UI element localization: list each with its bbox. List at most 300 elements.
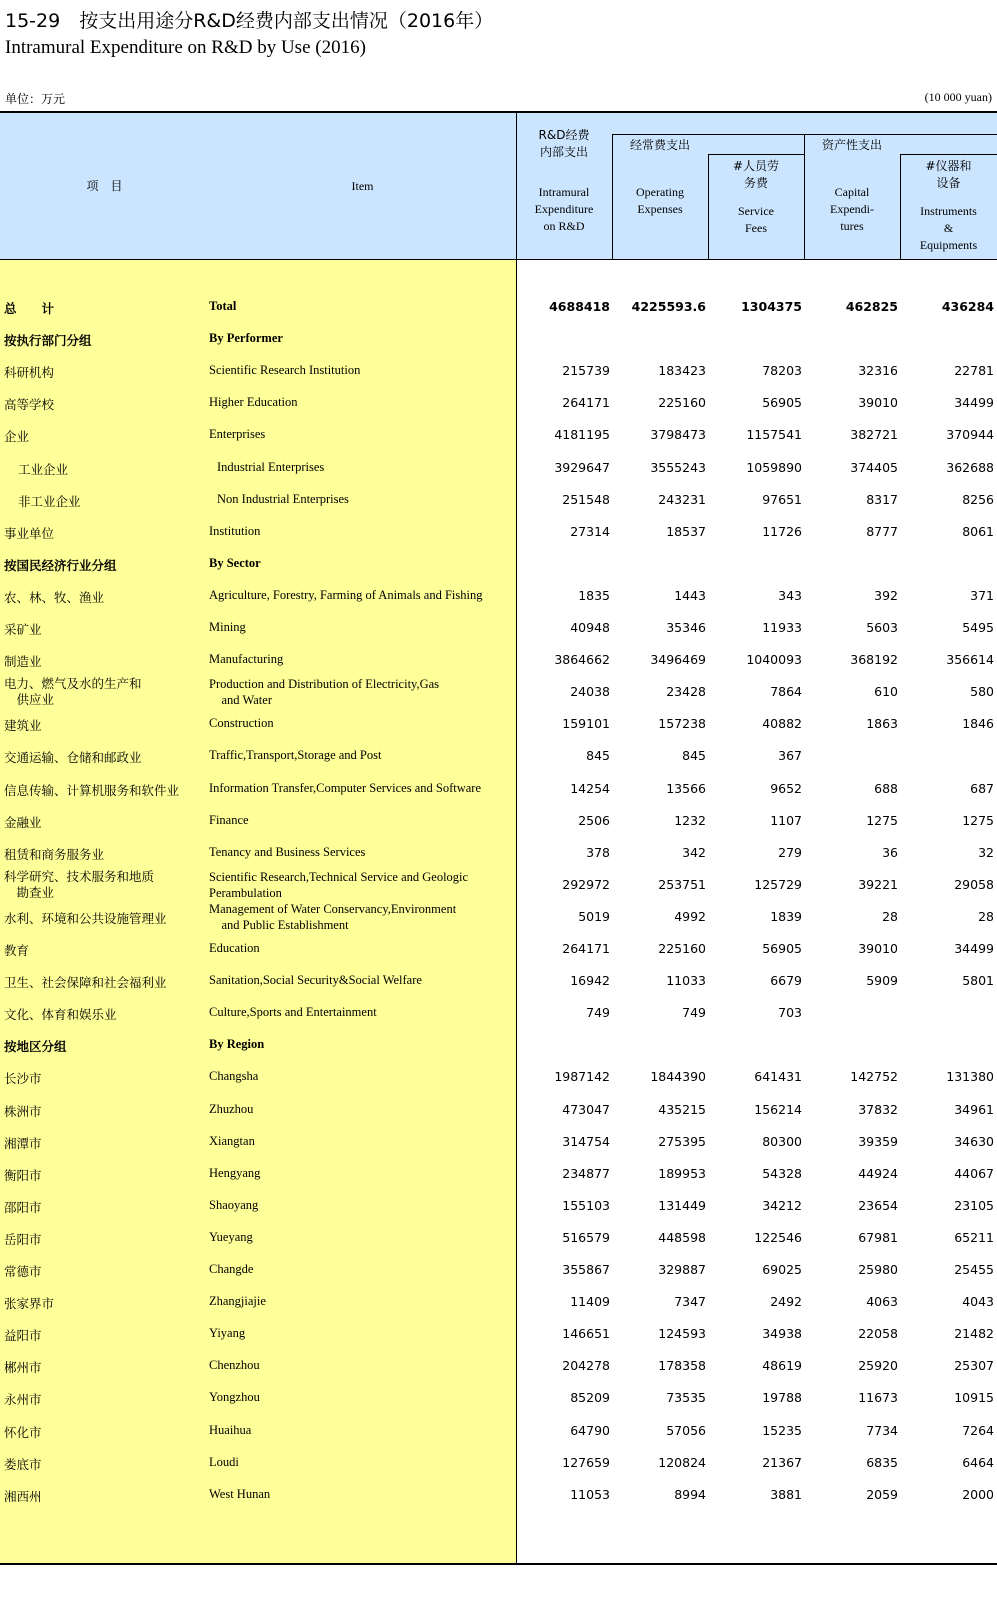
cell-value-col4: 688	[874, 780, 898, 796]
cell-value-col4: 28	[882, 908, 898, 924]
cell-value-col1: 11409	[570, 1294, 610, 1310]
table-row	[0, 516, 997, 548]
row-label-cn: 娄底市	[4, 1456, 42, 1472]
table-row	[0, 580, 997, 612]
cell-value-col2: 1443	[674, 587, 706, 603]
header-capital-en-line2: Expendi-	[830, 202, 874, 216]
row-label-cn: 按国民经济行业分组	[4, 557, 117, 573]
row-label-cn: 郴州市	[4, 1360, 42, 1376]
cell-value-col3: 56905	[762, 941, 802, 956]
cell-value-col2: 183423	[658, 363, 706, 379]
table-row	[0, 901, 997, 933]
cell-value-col4: 36	[882, 844, 898, 860]
subgroup-divider-1	[708, 154, 804, 155]
row-label-en: Yueyang	[209, 1229, 253, 1244]
cell-value-col2: 3555243	[650, 459, 706, 475]
table-bottom-border	[0, 1563, 997, 1565]
page-title-en: Intramural Expenditure on R&D by Use (2016)	[5, 37, 366, 58]
row-label-en: Chenzhou	[209, 1358, 260, 1373]
header-service-en-line1: Service	[738, 204, 774, 218]
cell-value-col4: 2059	[866, 1486, 898, 1502]
cell-value-col3: 80300	[762, 1133, 802, 1149]
row-label-cn: 株洲市	[4, 1103, 42, 1119]
row-label-en: Enterprises	[209, 427, 266, 442]
cell-value-col4: 1863	[866, 716, 898, 732]
cell-value-col2: 189953	[658, 1165, 706, 1181]
cell-value-col4: 382721	[850, 427, 898, 443]
unit-label-en: (10 000 yuan)	[924, 90, 992, 104]
cell-value-col5: 580	[970, 684, 994, 700]
row-label-en: Manufacturing	[209, 652, 284, 667]
cell-value-col3: 641431	[754, 1069, 802, 1085]
cell-value-col1: 1987142	[554, 1069, 610, 1085]
header-service-cn-line2: 务费	[743, 176, 768, 190]
cell-value-col1: 215739	[562, 363, 610, 379]
cell-value-col3: 11933	[762, 620, 802, 635]
table-row	[0, 387, 997, 419]
table-row	[0, 1094, 997, 1126]
row-label-cn: 按执行部门分组	[4, 333, 92, 349]
row-label-cn: 总 计	[4, 301, 55, 316]
row-label-en: Changsha	[209, 1069, 259, 1084]
header-operating-en-line2: Expenses	[637, 202, 683, 216]
row-label-en: Scientific Research,Technical Service and Geologic	[209, 869, 469, 884]
cell-value-col3: 1304375	[741, 299, 802, 314]
row-label-en-line2: Perambulation	[209, 885, 282, 900]
row-label-en: Zhangjiajie	[209, 1294, 266, 1309]
row-label-en: Industrial Enterprises	[217, 459, 325, 474]
cell-value-col3: 125729	[754, 876, 802, 892]
table-row	[0, 708, 997, 740]
cell-value-col3: 367	[778, 748, 802, 764]
cell-value-col2: 57056	[666, 1422, 706, 1438]
cell-value-col5: 687	[970, 780, 994, 796]
row-label-cn-line2: 供应业	[4, 692, 55, 708]
row-label-cn: 金融业	[4, 814, 42, 830]
row-label-cn: 事业单位	[4, 525, 55, 541]
cell-value-col5: 34499	[954, 395, 994, 411]
cell-value-col1: 378	[586, 844, 610, 860]
row-label-en: Yiyang	[209, 1326, 246, 1341]
row-label-en-line2: and Water	[209, 693, 272, 708]
cell-value-col3: 703	[778, 1005, 802, 1021]
table-row	[0, 1382, 997, 1414]
header-instruments-en-line1: Instruments	[920, 204, 977, 218]
row-label-en: Education	[209, 941, 260, 955]
row-label-en: By Sector	[209, 555, 261, 570]
cell-value-col4: 39010	[858, 395, 898, 411]
cell-value-col3: 19788	[762, 1390, 802, 1406]
cell-value-col5: 8256	[962, 491, 994, 507]
table-row	[0, 1479, 997, 1511]
cell-value-col5: 5801	[962, 973, 994, 989]
header-service-cn-line1: #人员劳	[732, 159, 780, 173]
cell-value-col2: 4225593.6	[631, 299, 706, 314]
header-instruments-en-line3: Equipments	[919, 238, 978, 252]
row-label-cn: 教育	[4, 943, 30, 958]
cell-value-col1: 4181195	[554, 427, 610, 443]
cell-value-col3: 2492	[770, 1294, 802, 1310]
cell-value-col4: 374405	[850, 459, 898, 475]
table-row	[0, 291, 997, 323]
row-label-en: Changde	[209, 1262, 254, 1276]
cell-value-col3: 1107	[770, 812, 802, 828]
row-label-cn: 建筑业	[4, 718, 42, 734]
cell-value-col1: 292972	[562, 876, 610, 892]
row-label-en: Culture,Sports and Entertainment	[209, 1005, 377, 1020]
row-label-cn: 怀化市	[4, 1424, 42, 1440]
cell-value-col3: 6679	[770, 973, 802, 989]
cell-value-col3: 1839	[770, 908, 802, 924]
table-row	[0, 1447, 997, 1479]
table-row	[0, 1029, 997, 1061]
row-label-en: Huaihua	[209, 1422, 252, 1437]
cell-value-col2: 1844390	[650, 1069, 706, 1085]
cell-value-col2: 448598	[658, 1229, 706, 1245]
cell-value-col5: 4043	[962, 1294, 994, 1310]
header-capital-en-line1: Capital	[834, 185, 870, 199]
cell-value-col4: 23654	[858, 1197, 898, 1213]
table-row	[0, 805, 997, 837]
header-instruments-cn-line1: #仪器和	[925, 159, 972, 173]
cell-value-col1: 146651	[562, 1326, 610, 1342]
cell-value-col5: 131380	[946, 1069, 994, 1085]
cell-value-col2: 124593	[658, 1326, 706, 1342]
row-label-cn: 采矿业	[4, 622, 42, 637]
cell-value-col4: 25980	[858, 1262, 898, 1277]
cell-value-col3: 48619	[762, 1358, 802, 1374]
cell-value-col5: 34499	[954, 941, 994, 956]
cell-value-col1: 40948	[570, 620, 610, 635]
table-row	[0, 1061, 997, 1093]
row-label-cn: 电力、燃气及水的生产和	[4, 676, 142, 692]
table-row	[0, 484, 997, 516]
cell-value-col5: 5495	[962, 620, 994, 635]
cell-value-col1: 14254	[570, 780, 610, 796]
cell-value-col3: 15235	[762, 1422, 802, 1438]
cell-value-col4: 8317	[866, 491, 898, 507]
table-top-border	[0, 111, 997, 113]
table-row	[0, 419, 997, 451]
cell-value-col5: 23105	[954, 1197, 994, 1213]
cell-value-col1: 314754	[562, 1133, 610, 1149]
cell-value-col1: 251548	[562, 491, 610, 507]
cell-value-col1: 3929647	[554, 459, 610, 475]
cell-value-col1: 264171	[562, 395, 610, 411]
cell-value-col4: 67981	[858, 1229, 898, 1245]
cell-value-col1: 3864662	[554, 652, 610, 668]
row-label-cn: 非工业企业	[18, 493, 81, 509]
cell-value-col1: 159101	[562, 716, 610, 732]
row-label-en: Sanitation,Social Security&Social Welfare	[209, 973, 422, 988]
row-label-en: Construction	[209, 716, 274, 731]
cell-value-col2: 11033	[666, 973, 706, 989]
cell-value-col1: 264171	[562, 941, 610, 956]
cell-value-col1: 1835	[578, 587, 610, 603]
cell-value-col1: 24038	[570, 684, 610, 700]
cell-value-col3: 21367	[762, 1454, 802, 1470]
cell-value-col5: 7264	[962, 1422, 994, 1438]
cell-value-col5: 436284	[941, 299, 994, 314]
row-label-cn: 租赁和商务服务业	[4, 846, 105, 862]
row-label-cn: 科学研究、技术服务和地质	[4, 868, 155, 884]
cell-value-col3: 78203	[762, 363, 802, 379]
cell-value-col1: 516579	[562, 1229, 610, 1245]
cell-value-col5: 1846	[962, 716, 994, 732]
row-label-en: Higher Education	[209, 395, 298, 410]
cell-value-col4: 44924	[858, 1165, 898, 1181]
row-label-cn: 邵阳市	[4, 1199, 42, 1215]
row-label-en: By Performer	[209, 331, 283, 346]
unit-label-cn: 单位：万元	[5, 92, 66, 106]
cell-value-col5: 10915	[954, 1390, 994, 1406]
row-label-cn: 衡阳市	[4, 1167, 42, 1183]
row-label-en-line2: and Public Establishment	[209, 917, 349, 932]
cell-value-col4: 368192	[850, 652, 898, 668]
table-row	[0, 676, 997, 708]
row-label-en: Hengyang	[209, 1165, 261, 1180]
row-label-cn: 湘西州	[4, 1488, 42, 1504]
cell-value-col5: 29058	[954, 876, 994, 892]
cell-value-col1: 204278	[562, 1358, 610, 1374]
header-total-en-line3: on R&D	[543, 219, 585, 233]
header-capital-en-line3: tures	[840, 219, 864, 233]
cell-value-col2: 178358	[658, 1358, 706, 1374]
cell-value-col4: 5603	[866, 620, 898, 635]
table-row	[0, 1415, 997, 1447]
header-item-en: Item	[351, 179, 374, 193]
cell-value-col3: 34212	[762, 1197, 802, 1213]
cell-value-col2: 73535	[666, 1390, 706, 1406]
cell-value-col4: 5909	[866, 973, 898, 989]
cell-value-col2: 225160	[658, 395, 706, 411]
header-bottom-border	[0, 259, 997, 260]
table-row	[0, 1286, 997, 1318]
cell-value-col1: 5019	[578, 908, 610, 924]
cell-value-col5: 34961	[954, 1101, 994, 1117]
cell-value-col3: 3881	[770, 1486, 802, 1502]
cell-value-col2: 35346	[666, 620, 706, 635]
cell-value-col3: 54328	[762, 1165, 802, 1181]
cell-value-col5: 28	[978, 908, 994, 924]
header-operating-cn: 经常费支出	[629, 138, 690, 152]
header-capital-cn: 资产性支出	[821, 138, 882, 152]
row-label-en: Zhuzhou	[209, 1101, 254, 1116]
cell-value-col2: 120824	[658, 1454, 706, 1470]
row-label-en: Traffic,Transport,Storage and Post	[209, 748, 382, 763]
row-label-cn: 水利、环境和公共设施管理业	[4, 910, 167, 926]
cell-value-col3: 1059890	[746, 459, 802, 475]
cell-value-col2: 23428	[666, 684, 706, 700]
cell-value-col3: 1040093	[746, 652, 802, 668]
cell-value-col1: 155103	[562, 1197, 610, 1213]
cell-value-col3: 122546	[754, 1229, 802, 1245]
row-label-cn: 制造业	[4, 654, 42, 670]
table-row	[0, 1254, 997, 1286]
cell-value-col4: 8777	[866, 523, 898, 539]
cell-value-col4: 37832	[858, 1101, 898, 1117]
row-label-cn: 张家界市	[4, 1296, 55, 1312]
table-row	[0, 1222, 997, 1254]
cell-value-col2: 7347	[674, 1294, 706, 1310]
cell-value-col4: 4063	[866, 1294, 898, 1310]
header-total-cn-line2: 内部支出	[539, 145, 588, 159]
cell-value-col1: 845	[586, 748, 610, 764]
cell-value-col4: 22058	[858, 1326, 898, 1342]
table-row	[0, 644, 997, 676]
row-label-cn: 交通运输、仓储和邮政业	[4, 750, 142, 766]
cell-value-col4: 32316	[858, 363, 898, 379]
row-label-cn: 科研机构	[4, 365, 55, 381]
cell-value-col3: 34938	[762, 1326, 802, 1342]
table-row	[0, 1318, 997, 1350]
row-label-en: Yongzhou	[209, 1390, 260, 1405]
cell-value-col5: 25307	[954, 1358, 994, 1374]
cell-value-col2: 225160	[658, 941, 706, 956]
cell-value-col4: 142752	[850, 1069, 898, 1085]
table-row	[0, 355, 997, 387]
row-label-cn: 湘潭市	[4, 1135, 42, 1151]
cell-value-col2: 8994	[674, 1486, 706, 1502]
cell-value-col2: 18537	[666, 523, 706, 539]
cell-value-col2: 1232	[674, 812, 706, 828]
cell-value-col1: 85209	[570, 1390, 610, 1406]
row-label-cn: 农、林、牧、渔业	[4, 589, 105, 605]
table-row	[0, 740, 997, 772]
row-label-en: Finance	[209, 812, 249, 827]
cell-value-col1: 749	[586, 1005, 610, 1021]
cell-value-col4: 39359	[858, 1133, 898, 1149]
cell-value-col5: 6464	[962, 1454, 994, 1470]
row-label-en: Institution	[209, 523, 261, 538]
cell-value-col3: 9652	[770, 780, 802, 796]
table-row	[0, 773, 997, 805]
row-label-cn: 常德市	[4, 1264, 42, 1279]
row-label-cn-line2: 勘查业	[4, 884, 55, 900]
header-instruments-cn-line2: 设备	[936, 176, 961, 190]
cell-value-col2: 131449	[658, 1197, 706, 1213]
cell-value-col5: 44067	[954, 1165, 994, 1181]
cell-value-col4: 462825	[845, 299, 898, 314]
table-row	[0, 612, 997, 644]
row-label-en: Mining	[209, 620, 246, 634]
cell-value-col2: 3798473	[650, 427, 706, 443]
cell-value-col5: 2000	[962, 1486, 994, 1502]
cell-value-col5: 1275	[962, 812, 994, 828]
cell-value-col2: 342	[682, 844, 706, 860]
table-row	[0, 965, 997, 997]
header-total-en-line1: Intramural	[538, 185, 590, 199]
cell-value-col2: 435215	[658, 1101, 706, 1117]
cell-value-col4: 610	[874, 684, 898, 700]
cell-value-col5: 25455	[954, 1262, 994, 1277]
cell-value-col1: 16942	[570, 973, 610, 989]
row-label-en: Total	[209, 299, 237, 313]
row-label-cn: 按地区分组	[4, 1039, 67, 1055]
cell-value-col3: 11726	[762, 523, 802, 539]
cell-value-col2: 243231	[658, 491, 706, 507]
row-label-en: Management of Water Conservancy,Environment	[209, 901, 457, 916]
cell-value-col4: 25920	[858, 1358, 898, 1374]
cell-value-col2: 3496469	[650, 652, 706, 668]
row-label-en: West Hunan	[209, 1486, 271, 1501]
cell-value-col5: 356614	[946, 652, 994, 668]
header-instruments-en-line2: &	[943, 221, 954, 235]
table-row	[0, 933, 997, 965]
row-label-en: Shaoyang	[209, 1197, 259, 1212]
row-label-cn: 工业企业	[18, 461, 69, 477]
cell-value-col4: 1275	[866, 812, 898, 828]
cell-value-col3: 40882	[762, 716, 802, 732]
cell-value-col3: 69025	[762, 1262, 802, 1277]
page-title-cn: 15-29 按支出用途分R&D经费内部支出情况（2016年）	[5, 10, 494, 32]
row-label-en: Information Transfer,Computer Services and Software	[209, 780, 482, 795]
table-row	[0, 1190, 997, 1222]
cell-value-col2: 845	[682, 748, 706, 764]
cell-value-col1: 11053	[570, 1486, 610, 1502]
cell-value-col5: 371	[970, 587, 994, 603]
row-label-en: Agriculture, Forestry, Farming of Animals and Fishing	[209, 587, 483, 602]
header-total-cn-line1: R&D经费	[538, 128, 590, 142]
cell-value-col1: 234877	[562, 1165, 610, 1181]
cell-value-col4: 11673	[858, 1390, 898, 1406]
cell-value-col1: 4688418	[549, 299, 610, 314]
row-label-cn: 岳阳市	[4, 1231, 42, 1247]
row-label-en: Loudi	[209, 1454, 239, 1469]
cell-value-col1: 27314	[570, 523, 610, 539]
subgroup-divider-2	[900, 154, 997, 155]
table-row	[0, 1158, 997, 1190]
cell-value-col3: 97651	[762, 491, 802, 507]
table-row	[0, 452, 997, 484]
cell-value-col3: 1157541	[746, 427, 802, 443]
row-label-en: Scientific Research Institution	[209, 363, 361, 378]
cell-value-col1: 473047	[562, 1101, 610, 1117]
cell-value-col2: 329887	[658, 1262, 706, 1277]
row-label-en: Tenancy and Business Services	[209, 844, 366, 859]
header-operating-en-line1: Operating	[636, 185, 684, 199]
cell-value-col5: 21482	[954, 1326, 994, 1342]
cell-value-col4: 392	[874, 587, 898, 603]
row-label-cn: 永州市	[4, 1392, 42, 1408]
cell-value-col3: 156214	[754, 1101, 802, 1117]
header-service-en-line2: Fees	[745, 221, 767, 235]
cell-value-col4: 7734	[866, 1422, 898, 1438]
row-label-cn: 高等学校	[4, 397, 55, 413]
cell-value-col1: 64790	[570, 1422, 610, 1438]
cell-value-col4: 6835	[866, 1454, 898, 1470]
row-label-en: Xiangtan	[209, 1133, 255, 1148]
header-total-en-line2: Expenditure	[534, 202, 594, 216]
table-row	[0, 837, 997, 869]
cell-value-col2: 275395	[658, 1133, 706, 1149]
cell-value-col3: 7864	[770, 684, 802, 700]
cell-value-col5: 362688	[946, 459, 994, 475]
row-label-cn: 企业	[4, 429, 30, 445]
row-label-en: Production and Distribution of Electricity,Gas	[209, 677, 440, 692]
cell-value-col2: 157238	[658, 716, 706, 732]
cell-value-col3: 279	[778, 844, 802, 860]
table-row	[0, 548, 997, 580]
row-label-cn: 益阳市	[4, 1328, 42, 1344]
cell-value-col5: 22781	[954, 363, 994, 379]
cell-value-col3: 56905	[762, 395, 802, 411]
cell-value-col2: 13566	[666, 780, 706, 796]
cell-value-col4: 39010	[858, 941, 898, 956]
table-row	[0, 323, 997, 355]
cell-value-col5: 65211	[954, 1229, 994, 1245]
cell-value-col2: 253751	[658, 876, 706, 892]
